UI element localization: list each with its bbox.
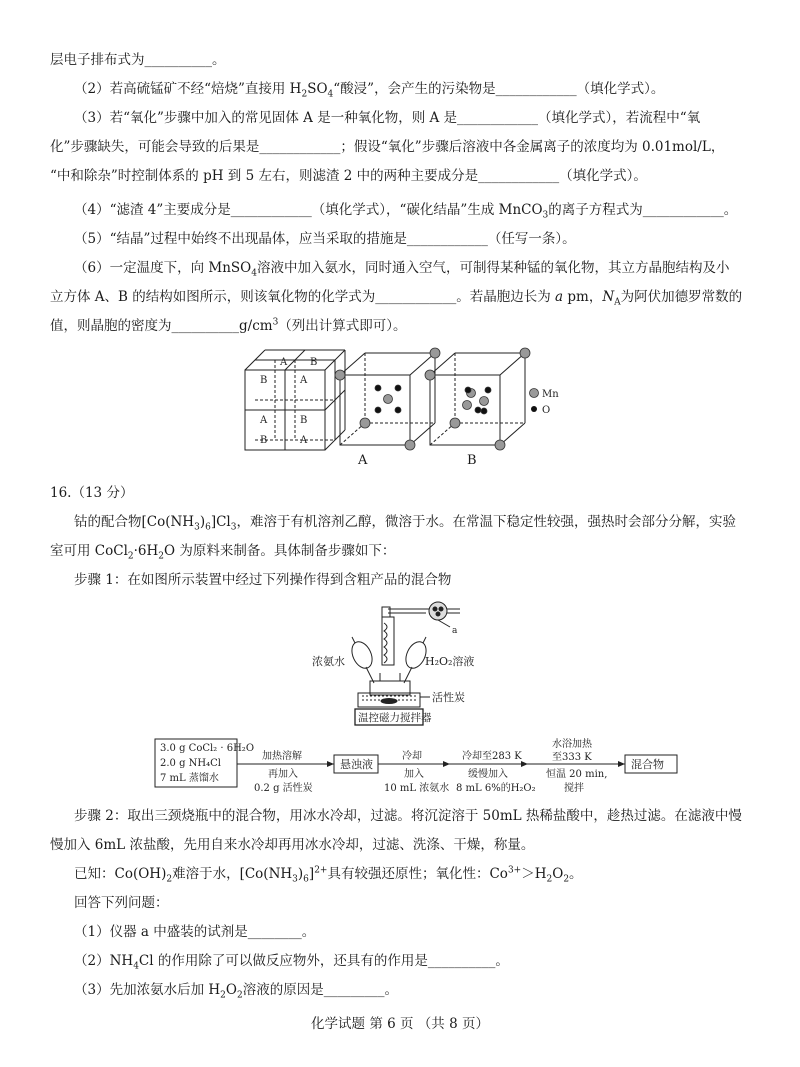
cube-label: A (300, 435, 308, 446)
question-3-line-3: “中和除杂”时控制体系的 pH 到 5 左右，则滤渣 2 中的两种主要成分是____________（填化学式）。 (50, 168, 647, 184)
flow-start-3: 7 mL 蒸馏水 (160, 773, 219, 784)
cube-label: B (260, 435, 268, 446)
flow-arrow3-b1: 缓慢加入 (468, 769, 508, 780)
label-h2o2: H₂O₂溶液 (425, 655, 475, 668)
cube-label: A (280, 357, 288, 368)
legend-mn: Mn (542, 389, 559, 400)
legend-o: O (542, 405, 551, 416)
figure-label-a: A (358, 453, 368, 468)
cube-label: B (260, 375, 268, 386)
flow-start-2: 2.0 g NH₄Cl (160, 758, 221, 769)
text-line-1: 层电子排布式为__________。 (50, 52, 226, 68)
label-activated-carbon: 活性炭 (432, 691, 465, 704)
question-16-heading: 16.（13 分） (50, 485, 134, 501)
question-4: （4）“滤渣 4”主要成分是____________（填化学式），“碳化结晶”生成 MnCO$_3$的离子方程式为____________。 (74, 202, 738, 221)
flow-diagram (150, 735, 710, 797)
label-stirrer: 温控磁力搅拌器 (358, 712, 432, 724)
flow-arrow4-t1: 水浴加热 (552, 739, 592, 750)
flow-suspension-box: 悬浊液 (340, 758, 373, 771)
step-2-line-1: 步骤 2：取出三颈烧瓶中的混合物，用冰水冷却，过滤。将沉淀溶于 50mL 热稀盐酸中，趁热过滤。在滤液中慢 (74, 808, 742, 824)
figure-label-b: B (467, 453, 477, 468)
flow-arrow4-b1: 恒温 20 min, (546, 769, 608, 780)
flow-arrow2-b2: 10 mL 浓氨水 (384, 783, 450, 794)
known-info: 已知：$Co(OH)_2$难溶于水，$[Co(NH_3)_6]^{2+}$具有较强还原性；氧化性：$Co^{3+}>H_2O_2$。 (74, 865, 583, 885)
flow-arrow2-b1: 加入 (404, 769, 424, 780)
question-5: （5）“结晶”过程中始终不出现晶体，应当采取的措施是____________（任写一条）。 (74, 231, 576, 247)
cube-b (425, 348, 530, 450)
flow-arrow3-b2: 8 mL 6%的H₂O₂ (456, 783, 536, 794)
question-2: （2）若高硫锰矿不经“焙烧”直接用 $H_2SO_4“$酸浸”，会产生的污染物是____________（填化学式）。 (74, 81, 665, 100)
question-3-line-2: 化”步骤缺失，可能会导致的后果是____________；假设“氧化”步骤后溶液中各金属离子的浓度均为 0.01mol/L， (50, 139, 725, 155)
flow-mixture-box: 混合物 (631, 758, 664, 771)
step-2-line-2: 慢加入 6mL 浓盐酸，先用自来水冷却再用冰水冷却，过滤、洗涤、干燥，称量。 (50, 837, 535, 853)
cube-a (335, 348, 440, 450)
flow-arrow4-t2: 至333 K (552, 752, 592, 763)
apparatus-figure (300, 597, 500, 732)
cube-label: B (300, 415, 308, 426)
flow-arrow1-b2: 0.2 g 活性炭 (254, 783, 313, 794)
question-6-line-1: （6）一定温度下，向 MnSO$_4$溶液中加入氨水，同时通入空气，可制得某种锰的氧化物，其立方晶胞结构及小 (74, 260, 730, 279)
crystal-legend (530, 389, 560, 417)
cube-label: A (300, 375, 308, 386)
question-3-line-1: （3）若“氧化”步骤中加入的常见固体 A 是一种氧化物，则 A 是____________（填化学式），若流程中“氧 (74, 110, 701, 126)
label-a: a (452, 626, 458, 636)
sub-question-2: $(2)NH_4Cl$ 的作用除了可以做反应物外，还具有的作用是__________。 (74, 953, 509, 972)
flow-arrow3-top: 冷却至283 K (462, 751, 522, 762)
label-ammonia: 浓氨水 (312, 655, 345, 668)
flow-start-1: 3.0 g CoCl₂ · 6H₂O (160, 743, 255, 754)
page-footer: 化学试题 第 6 页 （共 8 页） (311, 1016, 489, 1032)
question-6-line-3: 值，则晶胞的密度为$\_\_\_\_\_\_\_\_\_\_g/cm^3$（列出计算式即可）。 (50, 317, 407, 334)
flow-arrow1-top: 加热溶解 (262, 751, 302, 762)
flow-arrow2-top: 冷却 (402, 751, 422, 762)
sub-question-3: （3）先加浓氨水后加 $H_2O_2$溶液的原因是_________。 (74, 982, 398, 1001)
flow-arrow1-b1: 再加入 (268, 769, 298, 780)
cube-label: A (260, 415, 268, 426)
answer-prompt: 回答下列问题： (74, 895, 169, 911)
sub-question-1: （1）仪器 a 中盛装的试剂是________。 (74, 924, 316, 940)
step-1: 步骤 1：在如图所示装置中经过下列操作得到含粗产品的混合物 (74, 572, 452, 588)
question-16-intro-2: 室可用 $CoCl_2\cdot 6H_2O$ 为原料来制备。具体制备步骤如下： (50, 543, 396, 562)
crystal-structure-figure (240, 345, 580, 475)
question-6-line-2: 立方体 A、B 的结构如图所示，则该氧化物的化学式为____________。若晶胞边长为 a pm，$N_A$为阿伏加德罗常数的 (50, 289, 743, 308)
flow-arrow4-b2: 搅拌 (564, 783, 584, 794)
question-16-intro-1: 钴的配合物$[Co(NH_3)_6]Cl_3$，难溶于有机溶剂乙醇，微溶于水。在常温下稳定性较强，强热时会部分分解，实验 (74, 514, 736, 533)
cube-label: B (310, 357, 318, 368)
